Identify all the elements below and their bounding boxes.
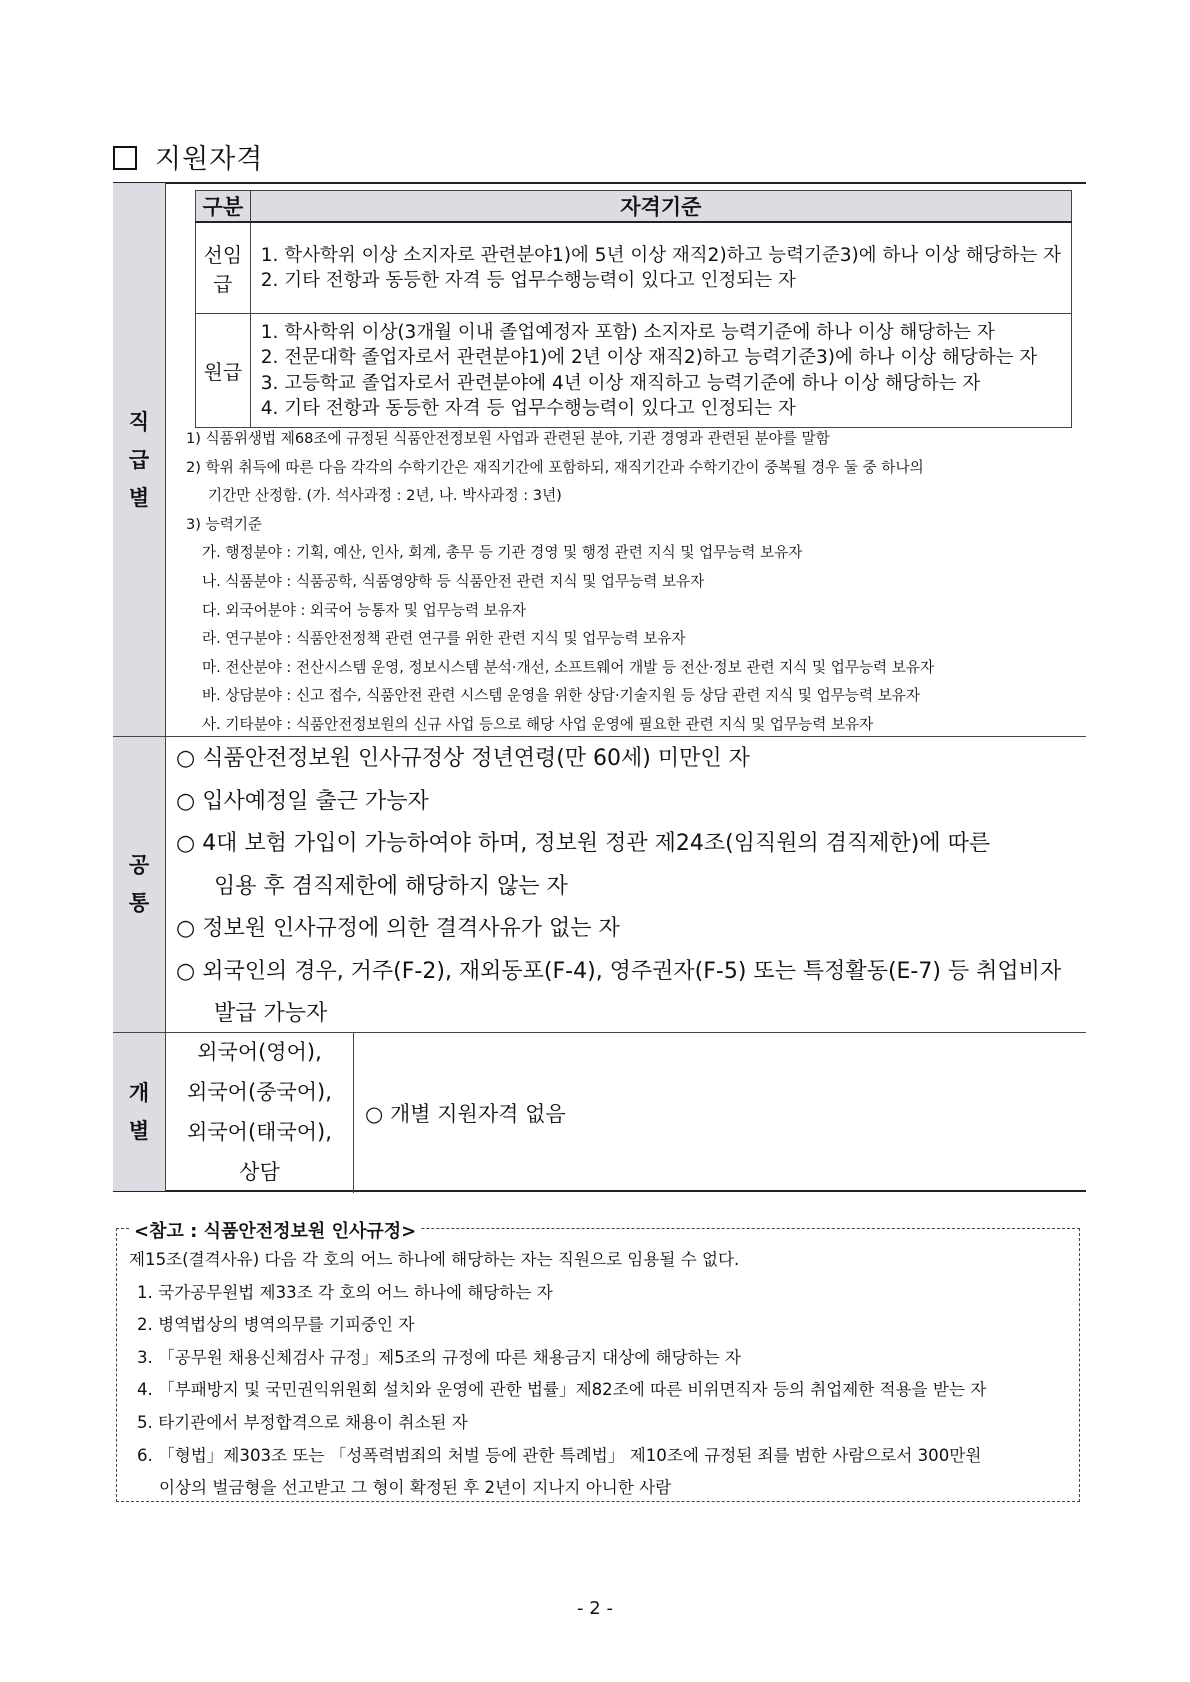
rank-qualification-table xyxy=(195,190,1072,428)
common-item-cont: 발급 가능자 xyxy=(214,1001,328,1026)
ability-item: 나. 식품분야 : 식품공학, 식품영양학 등 식품안전 관련 지식 및 업무능력 보유자 xyxy=(202,572,705,590)
common-item: ○ 정보원 인사규정에 의한 결격사유가 없는 자 xyxy=(176,916,620,941)
individual-fields: 외국어(영어), 외국어(중국어), 외국어(태국어), 상담 xyxy=(187,1040,332,1184)
reference-title: <참고 : 식품안전정보원 인사규정> xyxy=(130,1217,420,1243)
ability-item: 마. 전산분야 : 전산시스템 운영, 정보시스템 분석·개선, 소프트웨어 개발 등 전산·정보 관련 지식 및 업무능력 보유자 xyxy=(202,658,935,676)
common-item: ○ 4대 보험 가입이 가능하여야 하며, 정보원 정관 제24조(임직원의 겸직제한)에 따른 xyxy=(176,831,991,856)
label-common: 공 통 xyxy=(128,853,150,915)
reference-item: 5. 타기관에서 부정합격으로 채용이 취소된 자 xyxy=(137,1412,468,1432)
ability-item: 사. 기타분야 : 식품안전정보원의 신규 사업 등으로 해당 사업 운영에 필요한 관련 지식 및 업무능력 보유자 xyxy=(202,715,874,733)
criteria-junior: 1. 학사학위 이상(3개월 이내 졸업예정자 포함) 소지자로 능력기준에 하나 이상 해당하는 자 2. 전문대학 졸업자로서 관련분야1)에 2년 이상 재직2)하고 능력기준3)에 하나 이상 해당하는 자 3. 고등학교 졸업자로서 관련분야에 4년 이상 재직하고 능력기준에 하나 이상 해당하는 자 4. 기타 전항과 동등한 자격 등 업무수행능력이 있다고 인정되는 자 xyxy=(250,314,1071,428)
ability-item: 바. 상담분야 : 신고 접수, 식품안전 관련 시스템 운영을 위한 상담·기술지원 등 상담 관련 지식 및 업무능력 보유자 xyxy=(202,687,920,705)
reference-item: 4. 「부패방지 및 국민권익위원회 설치와 운영에 관한 법률」제82조에 따른 비위면직자 등의 취업제한 적용을 받는 자 xyxy=(137,1380,987,1400)
table-header-row xyxy=(196,191,1072,223)
common-requirements xyxy=(176,738,1061,1036)
ability-item: 라. 연구분야 : 식품안전정책 관련 연구를 위한 관련 지식 및 업무능력 보유자 xyxy=(202,630,686,648)
header-category: 구분 xyxy=(196,191,251,223)
category-junior: 원급 xyxy=(196,314,251,428)
checkbox-square-icon xyxy=(113,146,137,170)
page-number: - 2 - xyxy=(577,1598,613,1619)
table-row xyxy=(196,314,1072,428)
common-item: ○ 외국인의 경우, 거주(F-2), 재외동포(F-4), 영주권자(F-5) 또는 특정활동(E-7) 등 취업비자 xyxy=(176,958,1062,984)
header-criteria: 자격기준 xyxy=(250,191,1071,223)
footnote-3: 3) 능력기준 xyxy=(186,515,263,533)
reference-item-cont: 이상의 벌금형을 선고받고 그 형이 확정된 후 2년이 지나지 아니한 사람 xyxy=(159,1478,672,1498)
individual-divider xyxy=(353,1032,354,1193)
common-item-cont: 임용 후 겸직제한에 해당하지 않는 자 xyxy=(214,873,568,899)
ability-item: 다. 외국어분야 : 외국어 능통자 및 업무능력 보유자 xyxy=(202,601,526,619)
common-item: ○ 입사예정일 출근 가능자 xyxy=(176,788,429,814)
footnote-2-cont: 기간만 산정함. (가. 석사과정 : 2년, 나. 박사과정 : 3년) xyxy=(208,487,562,505)
label-individual: 개 별 xyxy=(128,1081,150,1143)
footnote-2: 2) 학위 취득에 따른 다음 각각의 수학기간은 재직기간에 포함하되, 재직기간과 수학기간이 중복될 경우 둘 중 하나의 xyxy=(186,458,924,476)
ability-item: 가. 행정분야 : 기획, 예산, 인사, 회계, 총무 등 기관 경영 및 행정 관련 지식 및 업무능력 보유자 xyxy=(202,544,803,562)
individual-requirement: ○ 개별 지원자격 없음 xyxy=(365,1102,566,1126)
reference-item: 2. 병역법상의 병역의무를 기피중인 자 xyxy=(137,1315,415,1335)
category-senior: 선임급 xyxy=(196,222,251,314)
reference-item: 6. 「형법」제303조 또는 「성폭력범죄의 처벌 등에 관한 특례법」 제10조에 규정된 죄를 범한 사람으로서 300만원 xyxy=(137,1445,982,1465)
rank-footnotes xyxy=(186,425,934,740)
footnote-1: 1) 식품위생법 제68조에 규정된 식품안전정보원 사업과 관련된 분야, 기관 경영과 관련된 분야를 말함 xyxy=(186,430,830,447)
table-row xyxy=(196,222,1072,314)
reference-intro: 제15조(결격사유) 다음 각 호의 어느 하나에 해당하는 자는 직원으로 임용될 수 없다. xyxy=(129,1250,740,1269)
common-item: ○ 식품안전정보원 인사규정상 정년연령(만 60세) 미만인 자 xyxy=(176,746,750,771)
reference-body xyxy=(129,1244,986,1505)
reference-item: 1. 국가공무원법 제33조 각 호의 어느 하나에 해당하는 자 xyxy=(137,1282,553,1302)
label-rank: 직 급 별 xyxy=(128,410,150,510)
criteria-senior: 1. 학사학위 이상 소지자로 관련분야1)에 5년 이상 재직2)하고 능력기준3)에 하나 이상 해당하는 자 2. 기타 전항과 동등한 자격 등 업무수행능력이 있다고 인정되는 자 xyxy=(250,222,1071,314)
label-column xyxy=(113,183,166,1191)
section-title: 지원자격 xyxy=(113,137,263,176)
reference-item: 3. 「공무원 채용신체검사 규정」제5조의 규정에 따른 채용금지 대상에 해당하는 자 xyxy=(137,1347,741,1367)
